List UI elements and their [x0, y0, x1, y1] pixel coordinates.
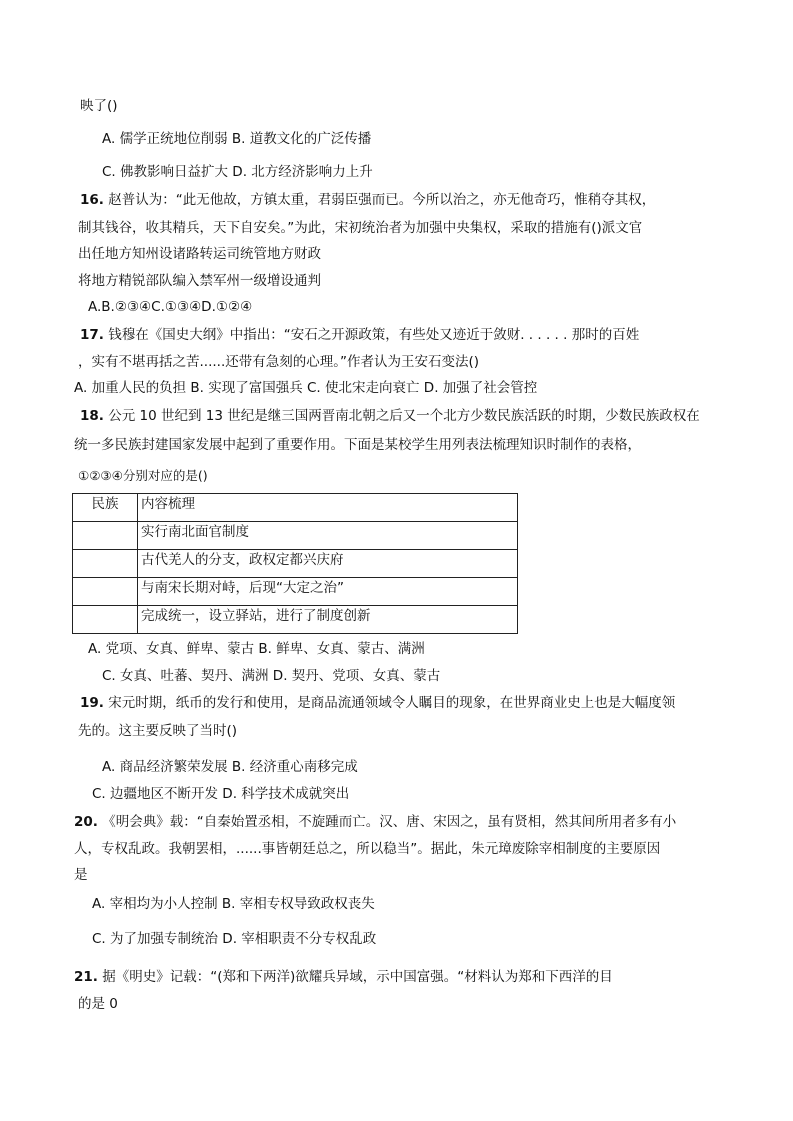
table-header-cell: 民族	[73, 494, 138, 522]
question-text: 钱穆在《国史大纲》中指出：“安石之开源政策，有些处又迹近于敛财. . . . . . 那时的百姓	[108, 327, 640, 343]
question-20	[74, 812, 676, 832]
table-header-row	[73, 494, 518, 522]
question-18	[80, 406, 700, 426]
text-line: ①②③④分别对应的是()	[78, 468, 208, 483]
text-line: 先的。这主要反映了当时()	[78, 723, 238, 739]
question-number: 16.	[80, 192, 104, 208]
text-line: 出任地方知州设诸路转运司统管地方财政	[78, 246, 321, 262]
table-cell	[73, 522, 138, 550]
text-line: 人，专权乱政。我朝罢相，......事皆朝廷总之，所以稳当”。据此，朱元璋废除宰相制度的主要原因	[74, 841, 661, 857]
table-cell	[73, 578, 138, 606]
option-line: C. 佛教影响日益扩大 D. 北方经济影响力上升	[102, 164, 373, 180]
text-line: 是	[74, 867, 88, 883]
question-number: 18.	[80, 408, 104, 424]
question-number: 20.	[74, 814, 98, 830]
knowledge-table	[72, 493, 518, 634]
question-text: 公元 10 世纪到 13 世纪是继三国两晋南北朝之后又一个北方少数民族活跃的时期，少数民族政权在	[108, 408, 700, 424]
table-row	[73, 578, 518, 606]
option-line: A. 党项、女真、鲜卑、蒙古 B. 鲜卑、女真、蒙古、满洲	[88, 641, 425, 657]
question-16	[80, 190, 655, 210]
option-line: A.B.②③④C.①③④D.①②④	[88, 299, 253, 315]
question-text: 《明会典》载：“自秦始置丞相，不旋踵而亡。汉、唐、宋因之，虽有贤相，然其间所用者多有小	[102, 814, 677, 830]
option-line: A. 宰相均为小人控制 B. 宰相专权导致政权丧失	[92, 896, 375, 912]
text-line: ，实有不堪再括之苦......还带有急刻的心理。”作者认为王安石变法()	[78, 354, 480, 370]
table-cell: 与南宋长期对峙，后现“大定之治”	[138, 578, 518, 606]
text-line: 将地方精锐部队编入禁军州一级增设通判	[78, 273, 321, 289]
table-cell: 古代羌人的分支，政权定都兴庆府	[138, 550, 518, 578]
question-text: 据《明史》记载：“(郑和下两洋)欲耀兵异域，示中国富强。“材料认为郑和下西洋的目	[102, 969, 613, 985]
table-row	[73, 550, 518, 578]
option-line: C. 边疆地区不断开发 D. 科学技术成就突出	[92, 786, 350, 802]
question-text: 赵普认为：“此无他故，方镇太重，君弱臣强而已。今所以治之，亦无他奇巧，惟稍夺其权，	[108, 192, 656, 208]
question-19	[80, 693, 675, 713]
option-line: C. 为了加强专制统治 D. 宰相职责不分专权乱政	[92, 931, 377, 947]
text-line: 映了()	[80, 98, 118, 114]
table-cell	[73, 550, 138, 578]
table-header-cell: 内容梳理	[138, 494, 518, 522]
table-cell: 实行南北面官制度	[138, 522, 518, 550]
question-17	[80, 325, 639, 345]
table-row	[73, 606, 518, 634]
question-number: 21.	[74, 969, 98, 985]
question-number: 17.	[80, 327, 104, 343]
option-line: A. 加重人民的负担 B. 实现了富国强兵 C. 使北宋走向衰亡 D. 加强了社会管控	[74, 380, 538, 396]
question-number: 19.	[80, 695, 104, 711]
question-text: 宋元时期，纸币的发行和使用，是商品流通领域令人瞩目的现象，在世界商业史上也是大幅度领	[108, 695, 676, 711]
text-line: 制其钱谷，收其精兵，天下自安矣。”为此，宋初统治者为加强中央集权，采取的措施有()派文官	[78, 220, 643, 236]
text-line: 统一多民族封建国家发展中起到了重要作用。下面是某校学生用列表法梳理知识时制作的表格，	[74, 437, 641, 453]
option-line: A. 商品经济繁荣发展 B. 经济重心南移完成	[102, 759, 358, 775]
table-cell	[73, 606, 138, 634]
table-row	[73, 522, 518, 550]
question-21	[74, 967, 613, 987]
table-cell: 完成统一，设立驿站，进行了制度创新	[138, 606, 518, 634]
option-line: A. 儒学正统地位削弱 B. 道教文化的广泛传播	[102, 131, 372, 147]
option-line: C. 女真、吐蕃、契丹、满洲 D. 契丹、党项、女真、蒙古	[102, 668, 441, 684]
text-line: 的是 0	[78, 996, 118, 1012]
